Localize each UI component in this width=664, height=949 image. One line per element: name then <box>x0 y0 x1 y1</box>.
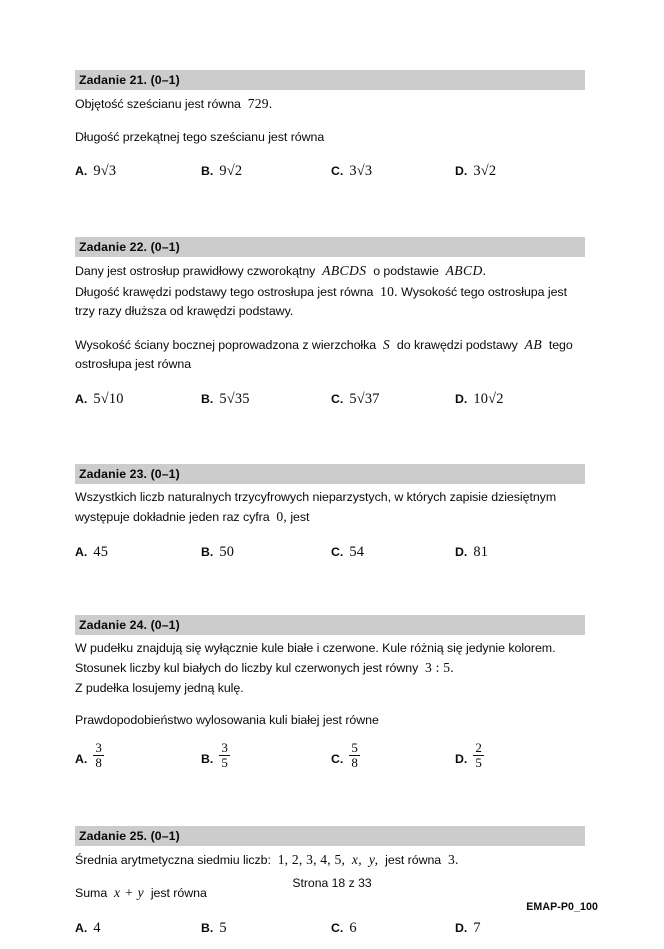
task-24-answer-c[interactable] <box>331 739 360 773</box>
coefficient: 10 <box>473 390 489 407</box>
task-22-line-2 <box>75 282 585 322</box>
task-24-answer-d-label: D. <box>455 751 468 766</box>
task-21-answer-b[interactable] <box>201 162 242 180</box>
task-22-line-2-text-a: Długość krawędzi podstawy tego ostrosłupa jest równa <box>75 284 374 299</box>
task-22-line-3 <box>75 335 585 375</box>
page-footer <box>0 860 664 938</box>
task-22-edge-label: AB <box>524 336 543 352</box>
task-24-answer-a[interactable] <box>75 739 104 773</box>
denominator: 5 <box>475 755 482 771</box>
task-21-answer-a-label: A. <box>75 164 88 178</box>
task-22-answer-b-label: B. <box>201 391 214 406</box>
radicand: 35 <box>234 390 250 407</box>
task-25-line-1-text-a: Średnia arytmetyczna siedmiu liczb: <box>75 852 271 867</box>
radicand: 10 <box>108 390 124 407</box>
task-23-answer-b-value: 50 <box>219 543 235 560</box>
task-23-line-1-text-b: jest <box>290 510 310 524</box>
task-25-sum-expression: x + y <box>113 885 145 900</box>
task-25-answer-a-label: A. <box>75 920 88 935</box>
task-21-answer-d-value <box>473 162 496 180</box>
task-25-line-2-text-a: Suma <box>75 886 108 900</box>
document-code: EMAP-P0_100 <box>526 901 598 913</box>
task-23-answer-b[interactable] <box>201 543 234 561</box>
task-22-line-1-period: . <box>482 263 487 278</box>
numerator: 5 <box>351 739 358 755</box>
task-22-answer-d[interactable] <box>455 390 504 408</box>
denominator: 8 <box>351 755 358 771</box>
radicand: 37 <box>364 390 380 407</box>
task-22-answer-a-value <box>93 390 123 408</box>
task-21-line-2: Długość przekątnej tego sześcianu jest równa <box>75 129 325 144</box>
coefficient: 5 <box>219 390 227 407</box>
task-22 <box>75 237 585 420</box>
task-24-line-3: Z pudełka losujemy jedną kulę. <box>75 680 244 695</box>
task-24-answer-a-value <box>93 741 104 770</box>
task-21-answer-c[interactable] <box>331 162 372 180</box>
task-22-apex-label: S <box>382 336 391 352</box>
task-23-answers <box>75 543 585 573</box>
radical-sign-icon: √2 <box>488 390 504 407</box>
task-22-answer-b-value <box>219 390 249 408</box>
coefficient: 3 <box>349 163 357 179</box>
coefficient: 5 <box>349 390 357 407</box>
task-21-line-1 <box>75 94 585 115</box>
task-24-line-4: Prawdopodobieństwo wylosowania kuli białej jest równe <box>75 713 379 727</box>
task-24-answer-d[interactable] <box>455 739 484 773</box>
task-24-line-2-text: Stosunek liczby kul białych do liczby kul czerwonych jest równy <box>75 661 419 675</box>
task-23-answer-c-value: 54 <box>349 543 365 560</box>
task-23-answer-d-value: 81 <box>473 543 489 560</box>
denominator: 5 <box>221 755 228 771</box>
task-22-line-1-text-b: o podstawie <box>373 264 439 278</box>
task-22-line-3-text-c: tego ostrosłupa jest równa <box>75 337 573 371</box>
page-number: Strona 18 z 33 <box>292 876 372 890</box>
task-21-line-1-text: Objętość sześcianu jest równa <box>75 97 241 111</box>
task-22-answer-a[interactable] <box>75 390 124 408</box>
radical-sign-icon: √35 <box>226 390 250 407</box>
task-21-answer-b-label: B. <box>201 164 214 178</box>
task-25-number-list: 1, 2, 3, 4, 5, <box>277 851 346 867</box>
task-25-line-1-text-b: jest równa <box>385 852 442 867</box>
task-25-answer-b-value: 5 <box>219 919 227 936</box>
task-24-answer-b-value <box>219 741 230 770</box>
task-21 <box>75 70 585 192</box>
radicand: 3 <box>108 163 117 179</box>
task-23-line-1 <box>75 488 585 528</box>
coefficient: 9 <box>93 163 101 179</box>
task-24-header: Zadanie 24. (0–1) <box>75 615 585 635</box>
task-22-edge-length: 10. <box>380 283 398 299</box>
task-24-line-1: W pudełku znajdują się wyłącznie kule białe i czerwone. Kule różnią się jedynie kolorem. <box>75 640 556 655</box>
task-24-answer-b-label: B. <box>201 751 214 766</box>
task-21-answer-d-label: D. <box>455 164 468 178</box>
task-22-answer-c-label: C. <box>331 391 344 406</box>
task-22-solid-label: ABCDS <box>322 263 367 278</box>
task-22-line-3-text-b: do krawędzi podstawy <box>396 337 518 352</box>
task-25-mean-value: 3. <box>447 851 459 867</box>
task-22-line-1-text-a: Dany jest ostrosłup prawidłowy czworokątny <box>75 264 316 278</box>
task-25-answer-b-label: B. <box>201 920 214 935</box>
task-23-answer-b-label: B. <box>201 544 214 559</box>
task-22-line-3-text-a: Wysokość ściany bocznej poprowadzona z wierzchołka <box>75 337 377 352</box>
task-23-digit-zero: 0, <box>276 509 287 524</box>
radical-sign-icon: √2 <box>480 163 497 179</box>
numerator: 3 <box>221 739 228 755</box>
task-21-answer-d[interactable] <box>455 162 496 180</box>
numerator: 3 <box>95 739 102 755</box>
radical-sign-icon: √37 <box>356 390 380 407</box>
task-21-answer-a[interactable] <box>75 162 116 180</box>
task-25-header: Zadanie 25. (0–1) <box>75 826 585 846</box>
task-23-line-1-text: Wszystkich liczb naturalnych trzycyfrowych nieparzystych, w których zapisie dziesiętnym występuje dokładnie jeden raz cyfra <box>75 489 557 524</box>
numerator: 2 <box>475 739 482 755</box>
task-21-header: Zadanie 21. (0–1) <box>75 70 585 90</box>
task-25-variable-y: y, <box>368 851 379 867</box>
denominator: 8 <box>95 755 102 771</box>
task-22-base-label: ABCD <box>445 263 483 278</box>
task-23-answer-c-label: C. <box>331 544 344 559</box>
task-22-answer-c[interactable] <box>331 390 380 408</box>
task-22-answer-c-value <box>349 390 379 408</box>
task-21-answers <box>75 162 585 192</box>
radicand: 2 <box>488 163 497 179</box>
radical-sign-icon: √10 <box>100 390 124 407</box>
task-21-answer-a-value <box>93 162 116 180</box>
radicand: 2 <box>234 163 243 179</box>
radical-sign-icon: √3 <box>100 163 117 179</box>
task-24-line-2 <box>75 658 585 679</box>
radicand: 3 <box>364 163 373 179</box>
task-22-line-1 <box>75 261 585 282</box>
task-22-header: Zadanie 22. (0–1) <box>75 237 585 257</box>
task-22-answers <box>75 390 585 420</box>
coefficient: 5 <box>93 390 101 407</box>
task-25-answer-c-label: C. <box>331 920 344 935</box>
task-25-answer-d-label: D. <box>455 920 468 935</box>
task-24-answers <box>75 739 585 786</box>
task-25-answer-d-value: 7 <box>473 919 481 936</box>
coefficient: 3 <box>473 163 481 179</box>
task-22-answer-d-label: D. <box>455 391 468 406</box>
task-25-answer-c-value: 6 <box>349 919 357 936</box>
task-23-answer-d[interactable] <box>455 543 488 561</box>
task-22-line-2-text-b: Wysokość tego ostrosłupa jest trzy razy dłuższa od krawędzi podstawy. <box>75 284 567 318</box>
task-23 <box>75 464 585 573</box>
task-22-answer-b[interactable] <box>201 390 250 408</box>
task-23-answer-c[interactable] <box>331 543 364 561</box>
task-21-answer-c-label: C. <box>331 164 344 178</box>
task-23-answer-d-label: D. <box>455 544 468 559</box>
task-25-line-2-text-b: jest równa <box>150 886 207 900</box>
task-21-line-1-math: 729. <box>247 96 273 111</box>
radical-sign-icon: √3 <box>356 163 373 179</box>
task-24-answer-b[interactable] <box>201 739 230 773</box>
task-23-answer-a-value: 45 <box>93 543 109 560</box>
task-22-answer-d-value <box>473 390 503 408</box>
radicand: 2 <box>496 390 504 407</box>
radical-sign-icon: √2 <box>226 163 243 179</box>
task-23-answer-a-label: A. <box>75 544 88 559</box>
task-24-ratio: 3 : 5. <box>425 660 454 675</box>
task-24-answer-c-label: C. <box>331 751 344 766</box>
task-23-answer-a[interactable] <box>75 543 108 561</box>
task-24 <box>75 615 585 786</box>
task-24-answer-a-label: A. <box>75 751 88 766</box>
task-25-answer-a-value: 4 <box>93 919 101 936</box>
coefficient: 9 <box>219 163 227 179</box>
task-24-answer-d-value <box>473 741 484 770</box>
task-24-answer-c-value <box>349 741 360 770</box>
task-21-answer-c-value <box>349 162 372 180</box>
task-21-answer-b-value <box>219 162 242 180</box>
task-22-answer-a-label: A. <box>75 391 88 406</box>
task-23-header: Zadanie 23. (0–1) <box>75 464 585 484</box>
task-25-variable-x: x, <box>351 851 363 867</box>
